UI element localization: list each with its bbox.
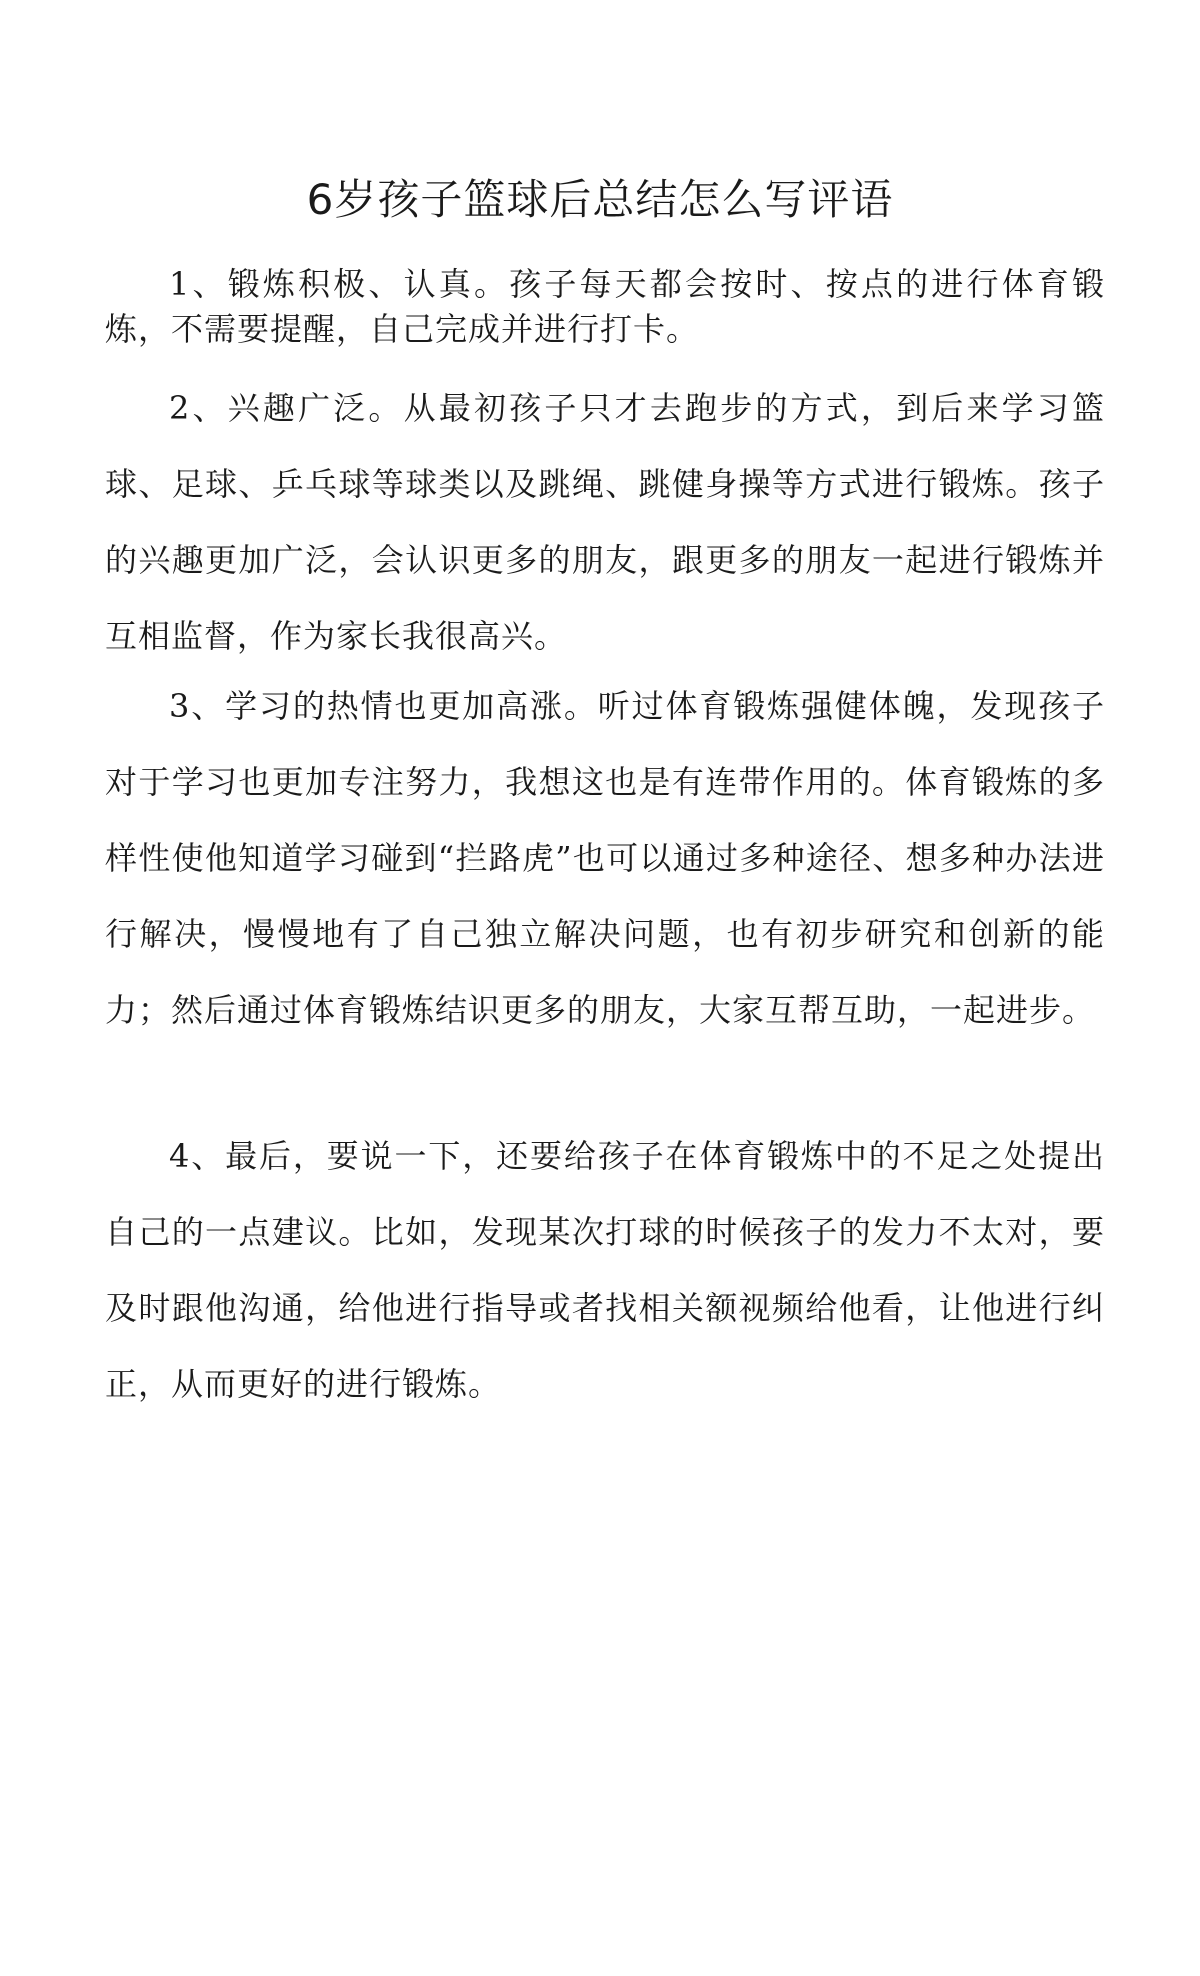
document-title: 6岁孩子篮球后总结怎么写评语 <box>306 175 894 224</box>
paragraph-text: 3、学习的热情也更加高涨。听过体育锻炼强健体魄，发现孩子对于学习也更加专注努力，我想这也是有连带作用的。体育锻炼的多样性使他知道学习碰到“拦路虎”也可以通过多种途径、想多种办法进行解决，慢慢地有了自己独立解决问题，也有初步研究和创新的能力；然后通过体育锻炼结识更多的朋友，大家互帮互助，一起进步。 <box>105 687 1105 1029</box>
paragraph-text: 2、兴趣广泛。从最初孩子只才去跑步的方式，到后来学习篮球、足球、乒乓球等球类以及跳绳、跳健身操等方式进行锻炼。孩子的兴趣更加广泛，会认识更多的朋友，跟更多的朋友一起进行锻炼并互相监督，作为家长我很高兴。 <box>105 389 1105 655</box>
paragraph-text: 4、最后，要说一下，还要给孩子在体育锻炼中的不足之处提出自己的一点建议。比如，发现某次打球的时候孩子的发力不太对，要及时跟他沟通，给他进行指导或者找相关额视频给他看，让他进行纠正，从而更好的进行锻炼。 <box>105 1137 1105 1403</box>
paragraph-1 <box>105 262 1105 352</box>
paragraph-2 <box>105 370 1105 674</box>
paragraph-text: 1、锻炼积极、认真。孩子每天都会按时、按点的进行体育锻炼，不需要提醒，自己完成并进行打卡。 <box>105 265 1105 348</box>
paragraph-4 <box>105 1118 1105 1422</box>
paragraph-3 <box>105 668 1105 1048</box>
